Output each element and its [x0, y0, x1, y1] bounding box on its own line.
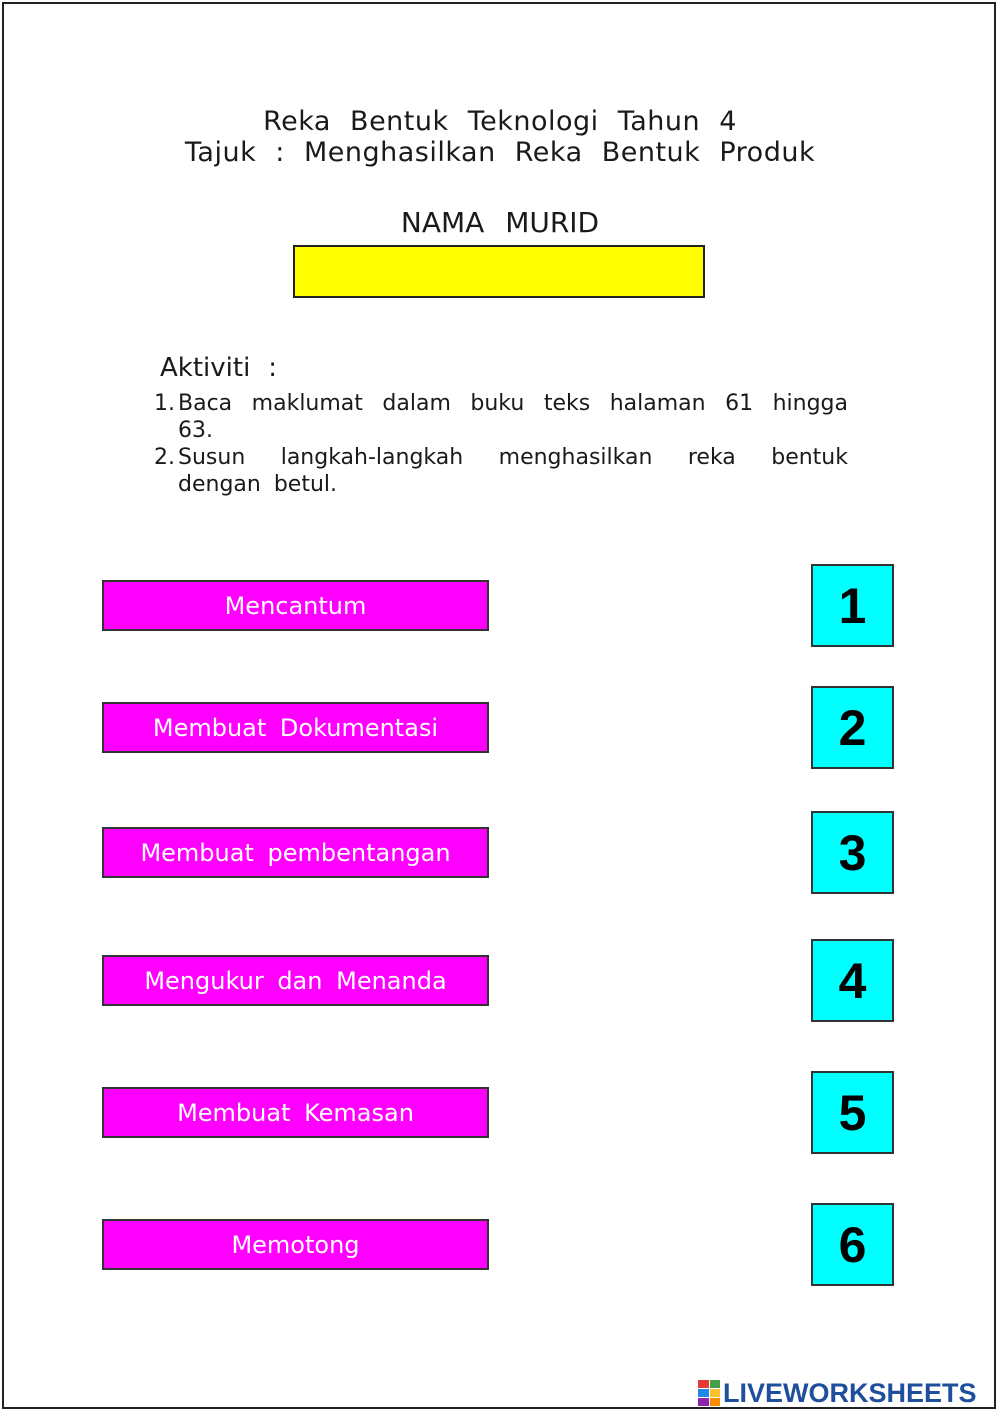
instruction-text: Baca maklumat dalam buku teks halaman 61 hingga 63.	[178, 391, 848, 443]
draggable-step-memotong[interactable]: Memotong	[102, 1219, 489, 1270]
draggable-step-membuat-kemasan[interactable]: Membuat Kemasan	[102, 1087, 489, 1138]
drop-target-2[interactable]: 2	[811, 686, 894, 769]
draggable-step-mencantum[interactable]: Mencantum	[102, 580, 489, 631]
drop-target-5[interactable]: 5	[811, 1071, 894, 1154]
drop-target-6[interactable]: 6	[811, 1203, 894, 1286]
draggable-step-membuat-dokumentasi[interactable]: Membuat Dokumentasi	[102, 702, 489, 753]
instruction-item	[154, 390, 848, 444]
drop-target-1[interactable]: 1	[811, 564, 894, 647]
worksheet-topic: Tajuk : Menghasilkan Reka Bentuk Produk	[184, 137, 816, 168]
student-name-input[interactable]	[293, 245, 705, 298]
liveworksheets-logo	[698, 1378, 977, 1408]
activity-heading-colon: :	[268, 353, 278, 383]
activity-heading	[160, 353, 277, 383]
instruction-number: 2.	[154, 445, 175, 470]
student-name-label: NAMA MURID	[400, 206, 600, 239]
instruction-text: Susun langkah-langkah menghasilkan reka bentuk dengan betul.	[178, 445, 848, 497]
drop-target-3[interactable]: 3	[811, 811, 894, 894]
draggable-step-mengukur-dan-menanda[interactable]: Mengukur dan Menanda	[102, 955, 489, 1006]
instruction-number: 1.	[154, 391, 175, 416]
drop-target-4[interactable]: 4	[811, 939, 894, 1022]
instruction-item	[154, 444, 848, 498]
worksheet-title: Reka Bentuk Teknologi Tahun 4	[263, 106, 737, 137]
draggable-step-membuat-pembentangan[interactable]: Membuat pembentangan	[102, 827, 489, 878]
activity-heading-text: Aktiviti	[160, 353, 251, 383]
liveworksheets-logo-icon	[698, 1380, 720, 1406]
instruction-list	[154, 390, 848, 498]
liveworksheets-brand-text: LIVEWORKSHEETS	[723, 1378, 977, 1408]
